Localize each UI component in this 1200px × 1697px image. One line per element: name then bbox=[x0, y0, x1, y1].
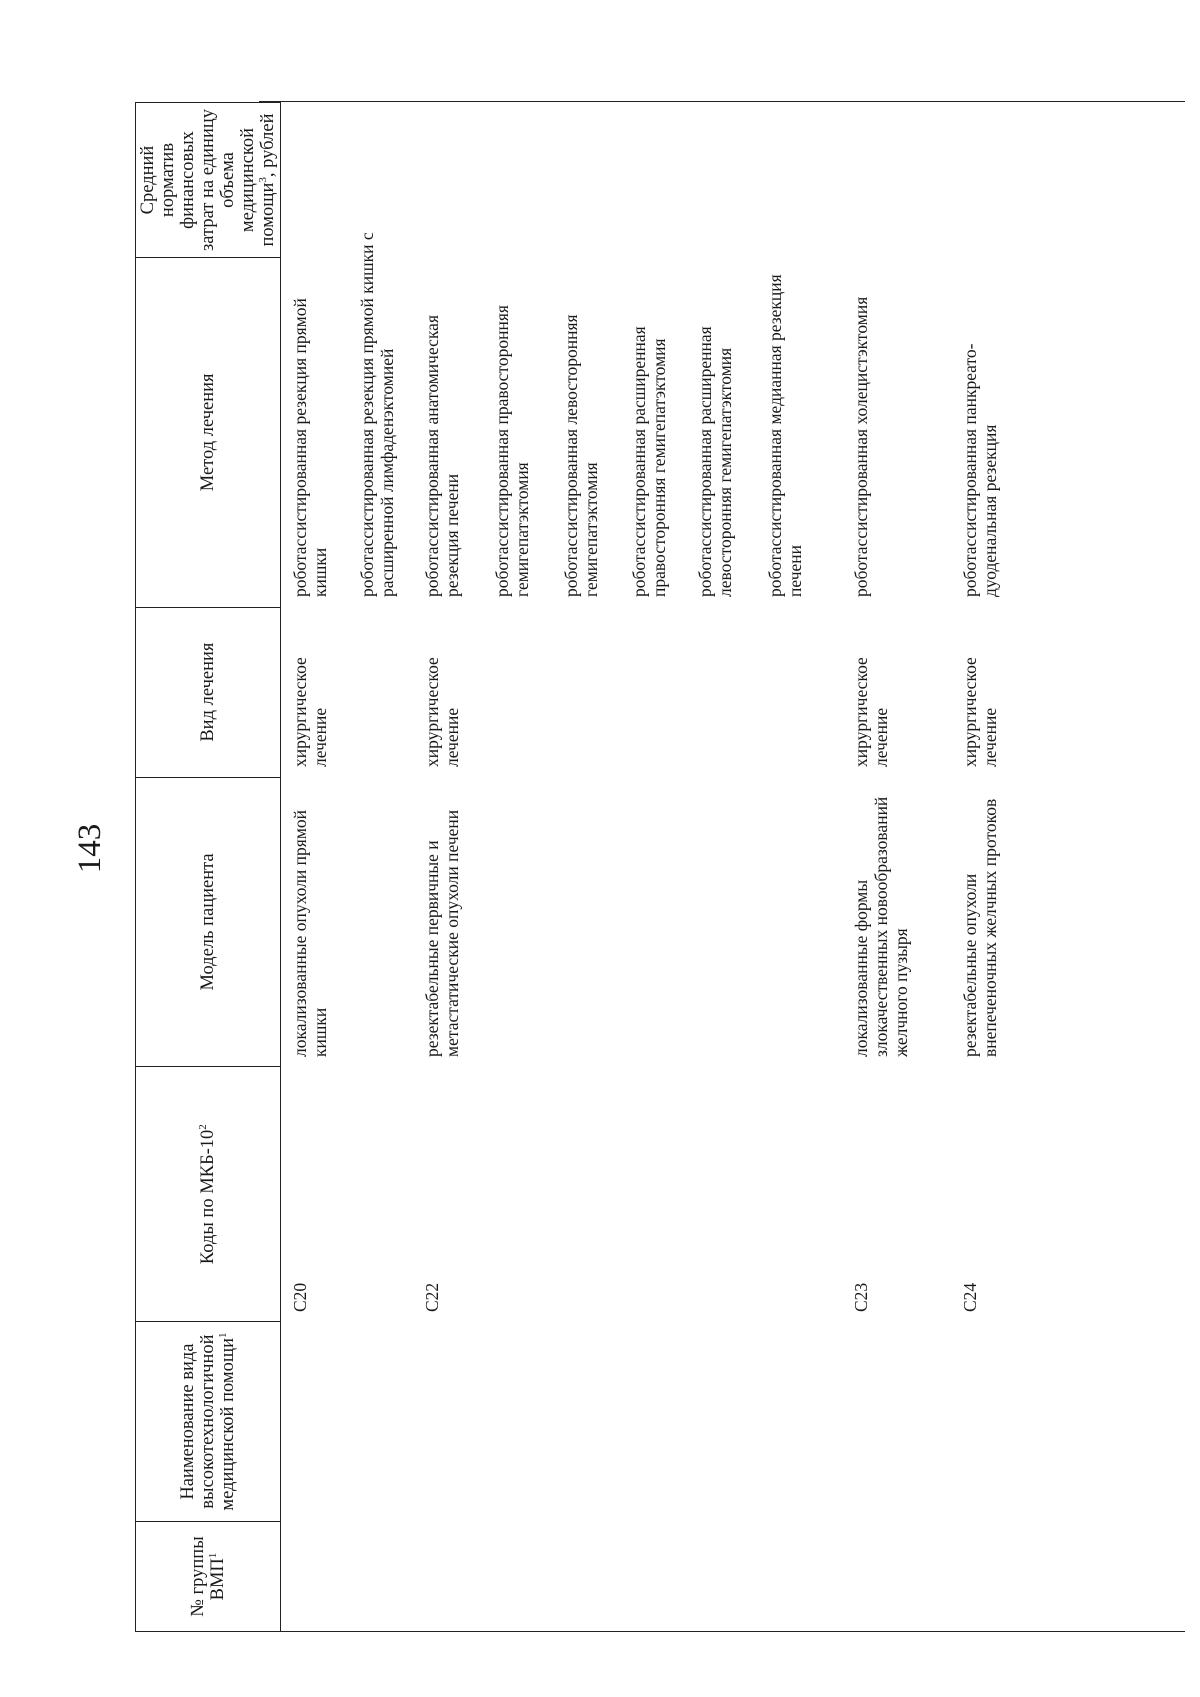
treatment-method-cell: роботассистированная правосторонняя гемигепатэктомия bbox=[492, 305, 532, 597]
treatment-method-cell: роботассистированная расширенная левосторонняя гемигепатэктомия bbox=[695, 326, 735, 597]
header-treatment-method: Метод лечения bbox=[136, 258, 281, 608]
treatment-method-cell: роботассистированная резекция прямой кишки bbox=[290, 298, 330, 597]
treatment-method-cell: роботассистированная холецистэктомия bbox=[851, 296, 871, 597]
treatment-kind-cell: хирургическое лечение bbox=[960, 657, 1000, 767]
header-name: Наименование вида высокотехнологичной медицинской помощи$^1$ bbox=[136, 1322, 281, 1522]
header-treatment-kind: Вид лечения bbox=[136, 607, 281, 777]
vmp-table bbox=[135, 102, 1185, 1632]
header-patient-model: Модель пациента bbox=[136, 777, 281, 1067]
header-cost: Средний норматив финансовых затрат на единицу объема медицинской помощи$^3$, рублей bbox=[136, 103, 281, 258]
column-rule bbox=[259, 101, 1185, 102]
treatment-method-cell: роботассистированная панкреато-дуоденальная резекция bbox=[960, 343, 1000, 597]
treatment-kind-cell: хирургическое лечение bbox=[851, 657, 891, 767]
treatment-method-cell: роботассистированная резекция прямой кишки с расширенной лимфаденэктомией bbox=[357, 232, 397, 597]
header-icd-codes: Коды по МКБ-$10^2$ bbox=[136, 1067, 281, 1322]
header-group-no: № группы ВМП$^1$ bbox=[136, 1522, 281, 1632]
treatment-method-cell: роботассистированная левосторонняя гемигепатэктомия bbox=[561, 314, 601, 597]
table-header bbox=[135, 102, 281, 1632]
patient-model-cell: локализованные опухоли прямой кишки bbox=[290, 809, 330, 1057]
icd-code-cell: C23 bbox=[851, 1282, 871, 1312]
patient-model-cell: резектабельные первичные и метастатические опухоли печени bbox=[422, 809, 462, 1057]
icd-code-cell: C20 bbox=[290, 1282, 310, 1312]
page-number: 143 bbox=[72, 823, 108, 874]
treatment-kind-cell: хирургическое лечение bbox=[290, 657, 330, 767]
column-rule bbox=[259, 1631, 1185, 1632]
patient-model-cell: резектабельные опухоли внепеченочных желчных протоков bbox=[960, 798, 1000, 1057]
icd-code-cell: C22 bbox=[422, 1282, 442, 1312]
icd-code-cell: C24 bbox=[960, 1282, 980, 1312]
treatment-method-cell: роботассистированная анатомическая резекция печени bbox=[422, 315, 462, 597]
treatment-kind-cell: хирургическое лечение bbox=[422, 657, 462, 767]
treatment-method-cell: роботассистированная расширенная правосторонняя гемигепатэктомия bbox=[629, 326, 669, 597]
patient-model-cell: локализованные формы злокачественных новообразований желчного пузыря bbox=[851, 796, 911, 1057]
treatment-method-cell: роботассистированная медианная резекция печени bbox=[765, 274, 805, 597]
